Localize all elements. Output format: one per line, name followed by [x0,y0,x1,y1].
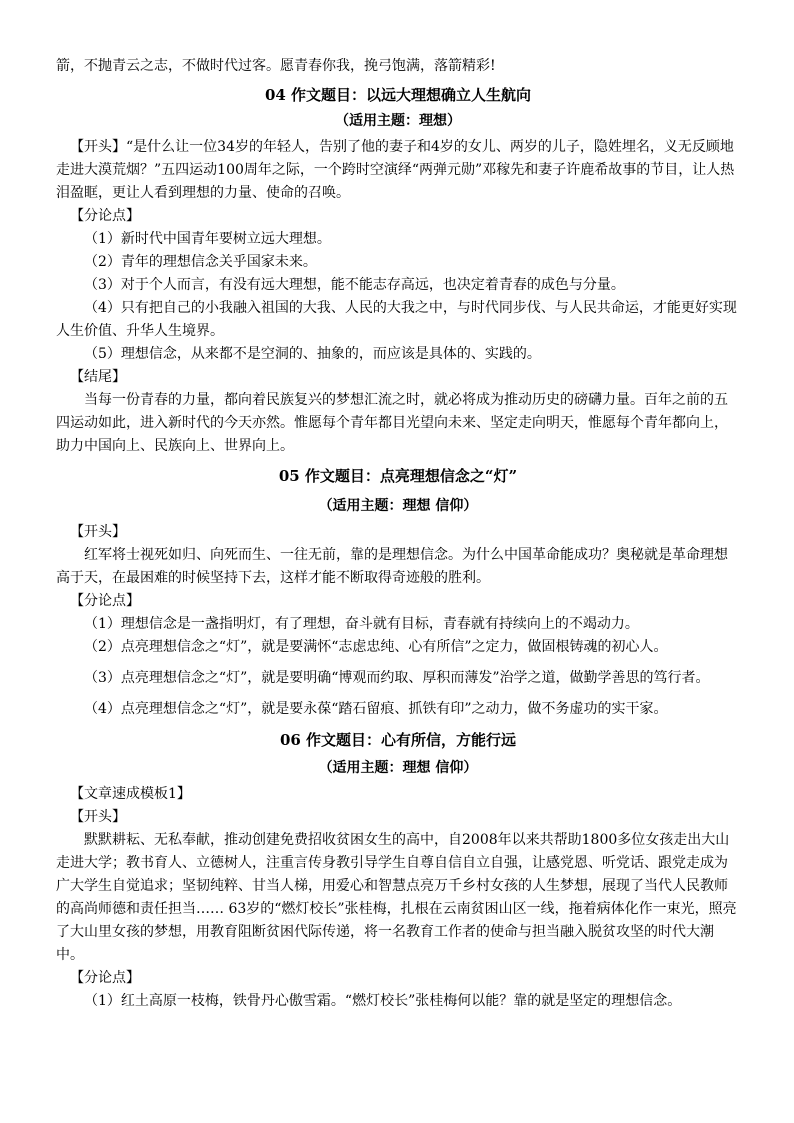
point-item: （2）青年的理想信念关乎国家未来。 [84,254,317,270]
section-04 [56,84,740,458]
section-06 [56,729,740,1013]
section-title: 04 作文题目：以远大理想确立人生航向 [264,86,532,104]
opening-text: “是什么让一位34岁的年轻人，告别了他的妻子和4岁的女儿、两岁的儿子，隐姓埋名，义无反顾地走进大漠荒烟？”五四运动100周年之际，一个跨时空演绎“两弹元勋”邓稼先和妻子许鹿希故事的节目，让人热泪盈眶，更让人看到理想的力量、使命的召唤。 [56,139,735,201]
section-title: 06 作文题目：心有所信，方能行远 [279,731,517,749]
point-item: （5）理想信念，从来都不是空洞的、抽象的，而应该是具体的、实践的。 [84,346,541,362]
ending-label: 【结尾】 [70,369,126,385]
point-item: （4）只有把自己的小我融入祖国的大我、人民的大我之中，与时代同步伐、与人民共命运，才能更好实现人生价值、升华人生境界。 [56,300,737,339]
opening-label: 【开头】 [70,139,126,155]
section-title: 05 作文题目：点亮理想信念之“灯” [278,467,518,485]
points-label: 【分论点】 [70,208,140,224]
intro-line: 箭，不抛青云之志，不做时代过客。愿青春你我，挽弓饱满，落箭精彩! [56,58,496,74]
section-05 [56,465,740,721]
template-label: 【文章速成模板1】 [70,786,191,802]
opening-text: 默默耕耘、无私奉献，推动创建免费招收贫困女生的高中，自2008年以来共帮助1800多位女孩走出大山走进大学；教书育人、立德树人，注重言传身教引导学生自尊自信自立自强，让感党恩、听党话、跟党走成为广大学生自觉追求；坚韧纯粹、甘当人梯，用爱心和智慧点亮万千乡村女孩的人生梦想，展现了当代人民教师的高尚师德和责任担当…… 63岁的“燃灯校长”张桂梅，扎根在云南贫困山区一线，拖着病体化作一束光，照亮了大山里女孩的梦想，用教育阻断贫困代际传递，将一名教育工作者的使命与担当融入脱贫攻坚的时代大潮中。 [56,832,737,963]
opening-paragraph [56,136,740,205]
document-page [56,55,740,1013]
section-subtitle: （适用主题：理想 信仰） [318,498,478,514]
point-item: （1）红土高原一枝梅，铁骨丹心傲雪霜。“燃灯校长”张桂梅何以能？靠的就是坚定的理想信念。 [84,993,682,1009]
opening-label: 【开头】 [70,524,126,540]
point-item: （3）对于个人而言，有没有远大理想，能不能志存高远，也决定着青春的成色与分量。 [84,277,625,293]
section-subtitle: （适用主题：理想） [335,113,461,129]
ending-text: 当每一份青春的力量，都向着民族复兴的梦想汇流之时，就必将成为推动历史的磅礴力量。百年之前的五四运动如此，进入新时代的今天亦然。惟愿每个青年都目光望向未来、坚定走向明天，惟愿每个青年都向上，助力中国向上、民族向上、世界向上。 [56,392,728,454]
section-subtitle: （适用主题：理想 信仰） [318,760,478,776]
point-item: （4）点亮理想信念之“灯”，就是要永葆“踏石留痕、抓铁有印”之动力，做不务虚功的实干家。 [84,701,668,717]
opening-text: 红军将士视死如归、向死而生、一往无前，靠的是理想信念。为什么中国革命能成功？奥秘就是革命理想高于天，在最困难的时候坚持下去，这样才能不断取得奇迹般的胜利。 [56,547,728,586]
point-item: （1）新时代中国青年要树立远大理想。 [84,231,331,247]
points-label: 【分论点】 [70,593,140,609]
point-item: （2）点亮理想信念之“灯”，就是要满怀“志虑忠纯、心有所信”之定力，做固根铸魂的初心人。 [84,639,668,655]
points-label: 【分论点】 [70,970,140,986]
point-item: （1）理想信念是一盏指明灯，有了理想，奋斗就有目标，青春就有持续向上的不竭动力。 [84,616,639,632]
opening-label: 【开头】 [70,809,126,825]
point-item: （3）点亮理想信念之“灯”，就是要明确“博观而约取、厚积而薄发”治学之道，做勤学善思的笃行者。 [84,670,710,686]
